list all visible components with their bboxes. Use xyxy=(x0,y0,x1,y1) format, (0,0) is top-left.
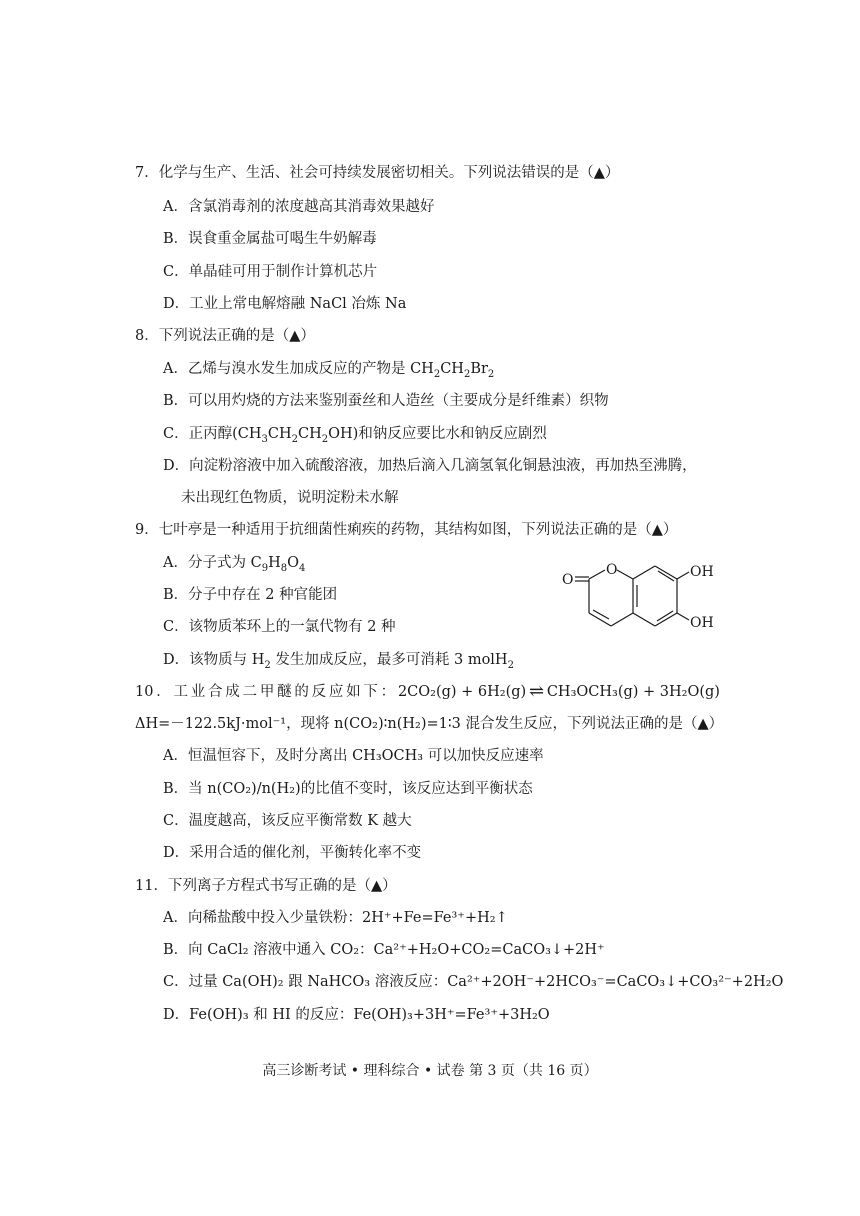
question-11-option-b: B．向 CaCl₂ 溶液中通入 CO₂：Ca²⁺+H₂O+CO₂=CaCO₃↓+2H⁺ xyxy=(163,942,605,958)
question-11-stem: 11．下列离子方程式书写正确的是（▲） xyxy=(135,878,397,894)
ring-oxygen-label: O xyxy=(606,562,618,578)
carbonyl-oxygen-label: O xyxy=(562,572,574,588)
question-9-option-a: A．分子式为 $C_9H_8O_4$ xyxy=(163,555,306,574)
esculetin-structure-diagram xyxy=(555,555,725,640)
question-7-option-d: D．工业上常电解熔融 NaCl 冶炼 Na xyxy=(163,296,407,312)
question-8-option-d-line2: 未出现红色物质，说明淀粉未水解 xyxy=(181,490,399,506)
question-7-stem: 7．化学与生产、生活、社会可持续发展密切相关。下列说法错误的是（▲） xyxy=(135,165,620,181)
hydroxyl-label-top: OH xyxy=(690,564,714,580)
question-9-option-d: D．该物质与 $H_2$ 发生加成反应，最多可消耗 3 molH$_2$ xyxy=(163,652,514,671)
question-8-stem: 8．下列说法正确的是（▲） xyxy=(135,328,315,344)
hydroxyl-label-bottom: OH xyxy=(690,615,714,631)
question-11-option-a: A．向稀盐酸中投入少量铁粉：2H⁺+Fe=Fe³⁺+H₂↑ xyxy=(163,910,508,926)
question-8-option-d-line1: D．向淀粉溶液中加入硫酸溶液，加热后滴入几滴氢氧化铜悬浊液，再加热至沸腾， xyxy=(163,458,697,474)
question-10-stem-line1: 10 ． 工 业 合 成 二 甲 醚 的 反 应 如 下 ： 2CO₂(g) + 6H₂(g) ⇌ CH₃OCH₃(g) + 3H₂O(g) xyxy=(135,681,720,702)
question-9-option-c: C．该物质苯环上的一氯代物有 2 种 xyxy=(163,619,396,635)
equation-right: CH₃OCH₃(g) + 3H₂O(g) xyxy=(546,684,720,700)
question-10-option-c: C．温度越高，该反应平衡常数 K 越大 xyxy=(163,813,412,829)
question-8-option-c: C．正丙醇$(CH_3CH_2CH_2OH)$和钠反应要比水和钠反应剧烈 xyxy=(163,426,547,445)
equation-left: 2CO₂(g) + 6H₂(g) xyxy=(397,684,527,700)
question-8-option-b: B．可以用灼烧的方法来鉴别蚕丝和人造丝（主要成分是纤维素）织物 xyxy=(163,393,609,409)
question-8-option-a: A．乙烯与溴水发生加成反应的产物是 $CH_2CH_2Br_2$ xyxy=(163,361,495,380)
question-9-option-b: B．分子中存在 2 种官能团 xyxy=(163,587,338,603)
question-11-option-c: C．过量 Ca(OH)₂ 跟 NaHCO₃ 溶液反应：Ca²⁺+2OH⁻+2HCO₃⁻=CaCO₃↓+CO₃²⁻+2H₂O xyxy=(163,974,784,990)
question-10-stem-line2: ΔH=－122.5kJ·mol⁻¹，现将 n(CO₂)∶n(H₂)=1∶3 混合发生反应，下列说法正确的是（▲） xyxy=(135,716,724,732)
question-10-option-b: B．当 n(CO₂)/n(H₂)的比值不变时，该反应达到平衡状态 xyxy=(163,781,533,797)
question-7-option-c: C．单晶硅可用于制作计算机芯片 xyxy=(163,264,378,280)
question-10-option-d: D．采用合适的催化剂，平衡转化率不变 xyxy=(163,845,422,861)
question-9-stem: 9．七叶亭是一种适用于抗细菌性痢疾的药物，其结构如图，下列说法正确的是（▲） xyxy=(135,522,678,538)
question-7-option-b: B．误食重金属盐可喝生牛奶解毒 xyxy=(163,231,377,247)
question-11-option-d: D．Fe(OH)₃ 和 HI 的反应：Fe(OH)₃+3H⁺=Fe³⁺+3H₂O xyxy=(163,1007,550,1023)
question-10-option-a: A．恒温恒容下，及时分离出 CH₃OCH₃ 可以加快反应速率 xyxy=(163,748,544,764)
equilibrium-arrow: ⇌ xyxy=(528,681,545,702)
page-footer: 高三诊断考试 • 理科综合 • 试卷 第 3 页（共 16 页） xyxy=(262,1063,598,1079)
question-7-option-a: A．含氯消毒剂的浓度越高其消毒效果越好 xyxy=(163,199,435,215)
